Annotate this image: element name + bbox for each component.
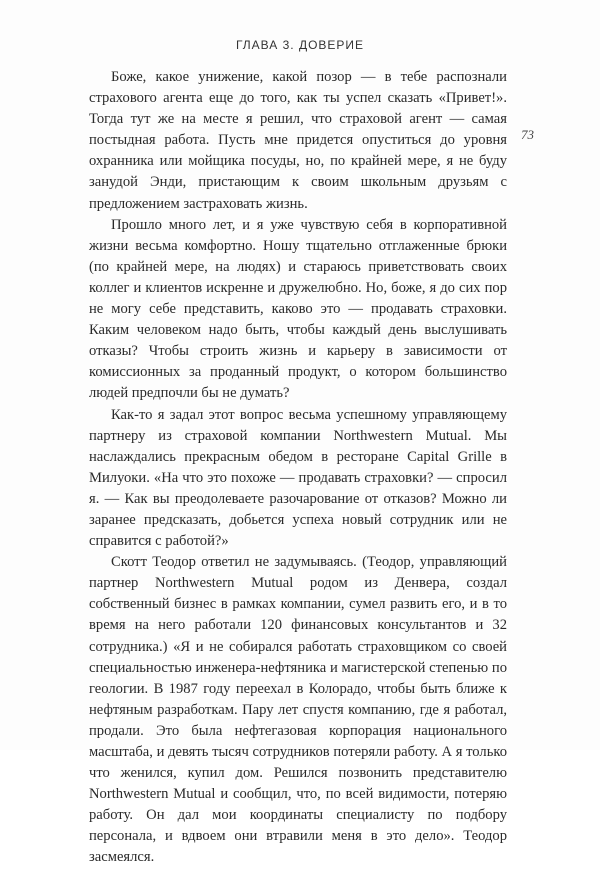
paragraph: Боже, какое унижение, какой позор — в тебе распознали страхового агента еще до того, как ты успел сказать «Привет!». Тогда тут же на месте я решил, что страховой агент — самая постыдная работа. Пусть мне придется опуститься до уровня охранника или мойщика посуды, но, по крайней мере, я не буду занудой Энди, пристающим к своим школьным друзьям с предложением застраховать жизнь. [89,69,507,212]
page-number: 73 [521,127,534,142]
running-title: ГЛАВА 3. ДОВЕРИЕ [235,38,365,52]
paragraph: Как-то я задал этот вопрос весьма успешному управляющему партнеру из страховой компании Northwestern Mutual. Мы наслаждались прекрасным обедом в ресторане Capital Grille в Милуоки. «На что это похоже — продавать страховки? — спросил я. — Как вы преодолеваете разочарование от отказов? Можно ли заранее предсказать, добьется успеха новый сотрудник или не справится с работой?» [89,406,507,550]
paragraph: Скотт Теодор ответил не задумываясь. (Теодор, управляющий партнер Northwestern Mutual родом из Денвера, создал собственный бизнес в рамках компании, сумел развить его, и в то время на него работали 120 финансовых консультантов и 32 сотрудника.) «Я и не собирался работать страховщиком со своей специальностью инженера-нефтяника и магистерской степенью по геологии. В 1987 году переехал в Колорадо, чтобы быть ближе к нефтяным разработкам. Пару лет спустя компанию, где я работал, продали. Это была нефтегазовая корпорация национального масштаба, и девять тысяч сотрудников потеряли работу. А я только что женился, купил дом. Решился позвонить представителю Northwestern Mutual и сообщил, что, по всей видимости, потеряю работу. Он дал мои координаты специалисту по подбору персонала, и вдвоем они втравили меня в это дело». Теодор засмеялся. [89,554,507,866]
body-text [89,67,507,869]
paragraph: Прошло много лет, и я уже чувствую себя в корпоративной жизни весьма комфортно. Ношу тщательно отглаженные брюки (по крайней мере, на людях) и стараюсь приветствовать своих коллег и клиентов искренне и дружелюбно. Но, боже, я до сих пор не могу себе представить, каково это — продавать страховки. Каким человеком надо быть, чтобы каждый день выслушивать отказы? Чтобы строить жизнь и карьеру в зависимости от комиссионных за проданный продукт, о котором большинство людей предпочли бы не думать? [89,216,507,402]
